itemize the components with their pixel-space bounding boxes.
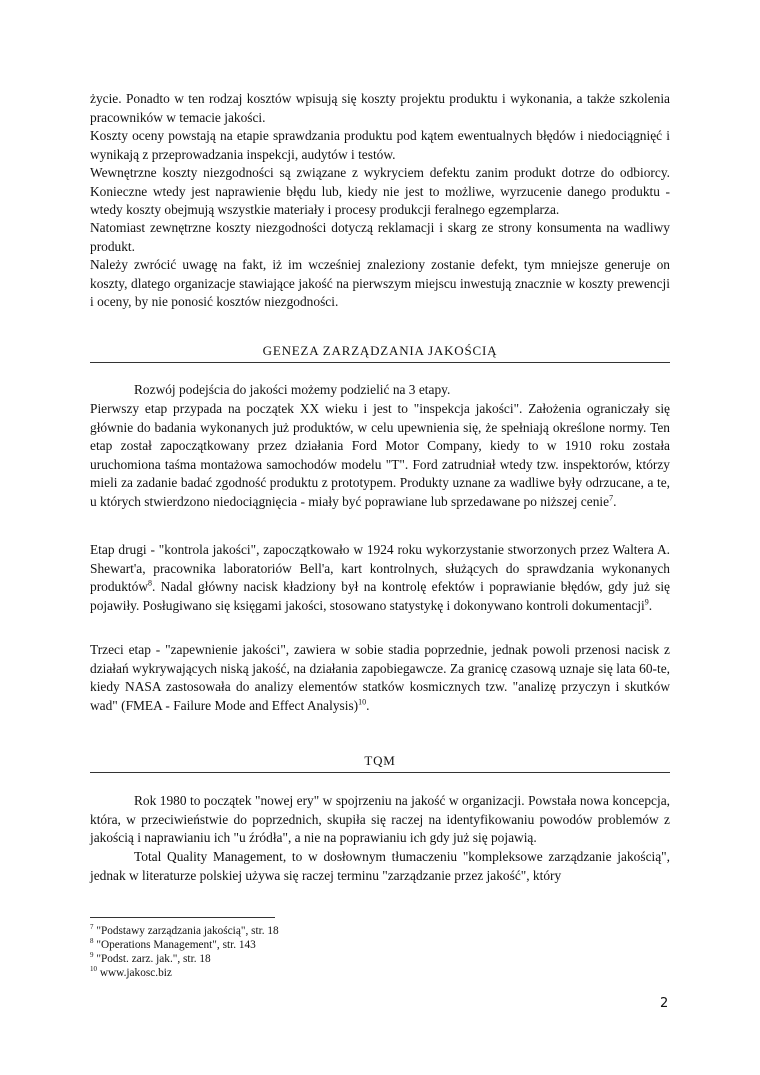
paragraph-stage-two bbox=[90, 541, 670, 615]
footnote-8 bbox=[90, 939, 256, 953]
heading-rule bbox=[90, 362, 670, 363]
paragraph-stage-three bbox=[90, 641, 670, 715]
footnote-number: 8 bbox=[90, 937, 94, 946]
stage-one-text: Pierwszy etap przypada na początek XX wieku i jest to "inspekcja jakości". Założenia ograniczały się głównie do badania wykonanych już produktów, w celu upewnienia się, że spełniają określone normy. Ten etap został zapoczątkowany przez działania Ford Motor Company, kiedy to w 1910 roku została uruchomiona taśma montażowa samochodów modelu "T". Ford zatrudniał wtedy tzw. inspektorów, którzy mieli za zadanie badać zgodność produktu z prototypem. Produkty uznane za wadliwe były odrzucane, a te, u których stwierdzono niedociągnięcia - miały być poprawiane lub sprzedawane po niższej cenie bbox=[90, 401, 670, 509]
footnote-number: 7 bbox=[90, 923, 94, 932]
paragraph-external-failure-costs: Natomiast zewnętrzne koszty niezgodności dotyczą reklamacji i skarg ze strony konsumenta na wadliwy produkt. bbox=[90, 220, 670, 254]
footnote-text: www.jakosc.biz bbox=[99, 967, 172, 979]
punctuation: . bbox=[648, 597, 653, 613]
paragraph-tqm-definition: Total Quality Management, to w dosłownym tłumaczeniu "kompleksowe zarządzanie jakością", jednak w literaturze polskiej używa się raczej terminu "zarządzanie przez jakość", który bbox=[90, 849, 670, 883]
footnote-10 bbox=[90, 967, 172, 981]
footnote-9 bbox=[90, 953, 211, 967]
stage-three-text: Trzeci etap - "zapewnienie jakości", zawiera w sobie stadia poprzednie, jednak powoli przenosi nacisk z działań wykrywających niską jakość, na działania zapobiegawcze. Za granicę czasową uznaje się lata 60-te, kiedy NASA zastosowała do analizy elementów statków kosmicznych tzw. "analizę przyczyn i skutków wad" (FMEA - Failure Mode and Effect Analysis) bbox=[90, 642, 670, 713]
footnote-ref: 9 bbox=[644, 597, 649, 607]
section-heading-geneza: GENEZA ZARZĄDZANIA JAKOŚCIĄ bbox=[262, 343, 498, 358]
footnote-text: "Operations Management", str. 143 bbox=[96, 939, 256, 951]
footnote-ref: 10 bbox=[358, 697, 367, 707]
footnote-text: "Podst. zarz. jak.", str. 18 bbox=[96, 953, 211, 965]
page-number: 2 bbox=[660, 996, 669, 1011]
footnote-separator bbox=[90, 917, 275, 918]
paragraph-costs-intro: życie. Ponadto w ten rodzaj kosztów wpisują się koszty projektu produktu i wykonania, a także szkolenia pracowników w temacie jakości. bbox=[90, 91, 670, 125]
stage-two-text: Etap drugi - "kontrola jakości", zapoczątkowało w 1924 roku wykorzystanie stworzonych przez Waltera A. Shewart'a, pracownika laboratoriów Bell'a, kart kontrolnych, służących do sprawdzania wykonanych produktów bbox=[90, 542, 670, 595]
paragraph-internal-failure-costs: Wewnętrzne koszty niezgodności są związane z wykryciem defektu zanim produkt dotrze do odbiorcy. Konieczne wtedy jest naprawienie błędu lub, kiedy nie jest to możliwe, wyrzucenie danego produktu - wtedy koszty obejmują wszystkie materiały i procesy produkcji feralnego egzemplarza. bbox=[90, 165, 670, 218]
paragraph-appraisal-costs: Koszty oceny powstają na etapie sprawdzania produktu pod kątem ewentualnych błędów i niedociągnięć i wynikają z przeprowadzania inspekcji, audytów i testów. bbox=[90, 128, 670, 162]
footnote-ref: 8 bbox=[148, 578, 153, 588]
footnote-number: 9 bbox=[90, 951, 94, 960]
paragraph-stages-intro: Rozwój podejścia do jakości możemy podzielić na 3 etapy. bbox=[134, 382, 451, 397]
footnote-ref: 7 bbox=[609, 493, 614, 503]
punctuation: . bbox=[366, 697, 370, 713]
footnote-text: "Podstawy zarządzania jakością", str. 18 bbox=[96, 925, 279, 937]
footnote-number: 10 bbox=[90, 965, 97, 974]
paragraph-stage-one bbox=[90, 400, 670, 512]
paragraph-costs-conclusion: Należy zwrócić uwagę na fakt, iż im wcześniej znaleziony zostanie defekt, tym mniejsze generuje on koszty, dlatego organizacje stawiające jakość na pierwszym miejscu inwestują znacznie w koszty prewencji i oceny, by nie ponosić kosztów niezgodności. bbox=[90, 257, 670, 310]
footnote-7 bbox=[90, 925, 279, 939]
paragraph-tqm-new-era: Rok 1980 to początek "nowej ery" w spojrzeniu na jakość w organizacji. Powstała nowa koncepcja, która, w przeciwieństwie do poprzednich, skupiła się raczej na identyfikowaniu powodów problemów z jakością i naprawianiu ich "u źródła", a nie na poprawianiu ich gdy już się pojawią. bbox=[90, 793, 670, 846]
stage-two-text-cont: . Nadal główny nacisk kładziony był na kontrolę efektów i poprawianie błędów, gdy już się pojawiły. Posługiwano się księgami jakości, stosowano statystykę i dokonywano kontroli dokumentacji bbox=[90, 579, 670, 613]
heading-rule bbox=[90, 772, 670, 773]
section-heading-tqm: TQM bbox=[364, 753, 396, 768]
punctuation: . bbox=[613, 493, 617, 509]
